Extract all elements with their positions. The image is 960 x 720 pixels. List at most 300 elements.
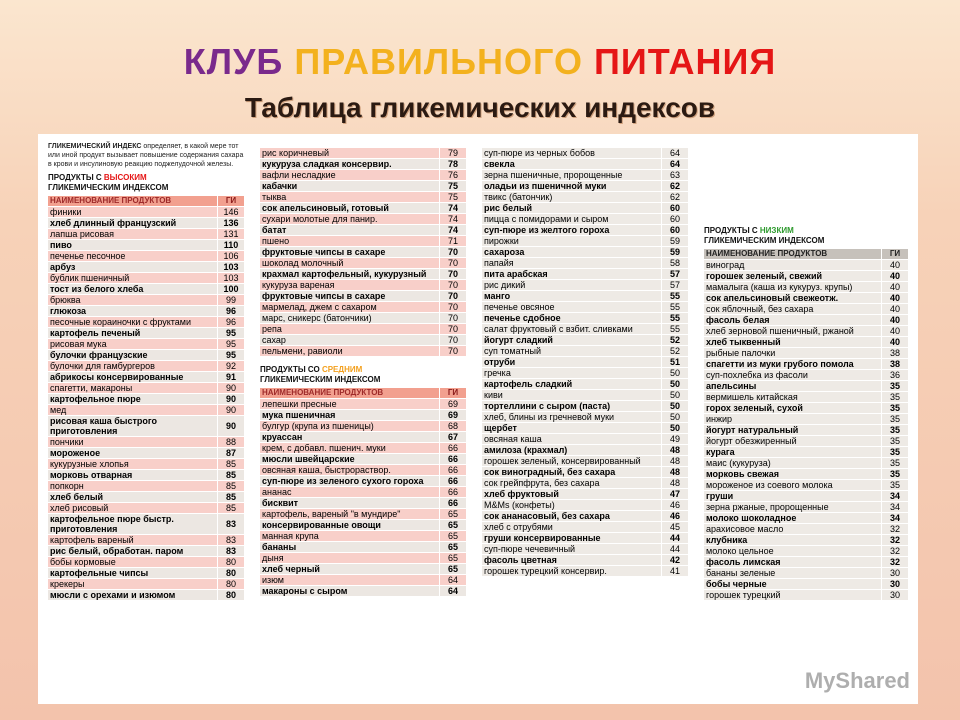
gi-value: 146 bbox=[218, 207, 245, 218]
column-high bbox=[48, 142, 244, 601]
table-row bbox=[482, 478, 688, 489]
table-row bbox=[260, 564, 466, 575]
product-name: мороженое bbox=[48, 448, 218, 459]
gi-value: 90 bbox=[218, 405, 245, 416]
gi-value: 69 bbox=[440, 399, 467, 410]
header-name: НАИМЕНОВАНИЕ ПРОДУКТОВ bbox=[48, 196, 218, 207]
product-name: бобы черные bbox=[704, 579, 882, 590]
product-name: груши консервированные bbox=[482, 533, 662, 544]
header-gi: ГИ bbox=[440, 388, 467, 399]
table-row bbox=[482, 544, 688, 555]
section-high-pre: ПРОДУКТЫ С bbox=[48, 173, 102, 182]
gi-value: 131 bbox=[218, 229, 245, 240]
product-name: картофель сладкий bbox=[482, 379, 662, 390]
product-name: йогурт натуральный bbox=[704, 425, 882, 436]
table-row bbox=[48, 317, 244, 328]
product-name: рыбные палочки bbox=[704, 348, 882, 359]
gi-value: 35 bbox=[882, 392, 909, 403]
table-row bbox=[260, 465, 466, 476]
gi-value: 88 bbox=[218, 437, 245, 448]
gi-value: 44 bbox=[662, 533, 689, 544]
product-name: суп-пюре чечевичный bbox=[482, 544, 662, 555]
gi-value: 48 bbox=[662, 478, 689, 489]
section-mid-post: ГЛИКЕМИЧЕСКИМ ИНДЕКСОМ bbox=[260, 375, 381, 384]
gi-value: 38 bbox=[882, 359, 909, 370]
product-name: крекеры bbox=[48, 579, 218, 590]
section-mid-heading bbox=[260, 365, 466, 385]
gi-value: 80 bbox=[218, 579, 245, 590]
table-row bbox=[482, 280, 688, 291]
gi-value: 66 bbox=[440, 487, 467, 498]
product-name: отруби bbox=[482, 357, 662, 368]
header-name: НАИМЕНОВАНИЕ ПРОДУКТОВ bbox=[260, 388, 440, 399]
product-name: шоколад молочный bbox=[260, 258, 440, 269]
gi-value: 103 bbox=[218, 262, 245, 273]
gi-value: 52 bbox=[662, 346, 689, 357]
gi-value: 90 bbox=[218, 383, 245, 394]
product-name: суп-пюре из желтого гороха bbox=[482, 225, 662, 236]
table-row bbox=[48, 590, 244, 601]
product-name: киви bbox=[482, 390, 662, 401]
product-name: овсяная каша bbox=[482, 434, 662, 445]
gi-value: 59 bbox=[662, 236, 689, 247]
gi-value: 35 bbox=[882, 436, 909, 447]
gi-value: 55 bbox=[662, 291, 689, 302]
table-row bbox=[482, 368, 688, 379]
product-name: суп-пюре из черных бобов bbox=[482, 148, 662, 159]
gi-value: 40 bbox=[882, 315, 909, 326]
gi-value: 60 bbox=[662, 225, 689, 236]
gi-value: 80 bbox=[218, 557, 245, 568]
table-row bbox=[482, 159, 688, 170]
gi-value: 85 bbox=[218, 492, 245, 503]
gi-value: 70 bbox=[440, 280, 467, 291]
table-row bbox=[260, 410, 466, 421]
product-name: крахмал картофельный, кукурузный bbox=[260, 269, 440, 280]
gi-value: 55 bbox=[662, 313, 689, 324]
table-row bbox=[704, 403, 908, 414]
table-row bbox=[260, 553, 466, 564]
product-name: оладьи из пшеничной муки bbox=[482, 181, 662, 192]
gi-value: 58 bbox=[662, 258, 689, 269]
table-row bbox=[482, 346, 688, 357]
product-name: молоко шоколадное bbox=[704, 513, 882, 524]
table-row bbox=[260, 520, 466, 531]
product-name: картофельное пюре быстр. приготовления bbox=[48, 514, 218, 535]
table-row bbox=[48, 416, 244, 437]
table-row bbox=[482, 181, 688, 192]
table-row bbox=[482, 445, 688, 456]
product-name: изюм bbox=[260, 575, 440, 586]
product-name: суп томатный bbox=[482, 346, 662, 357]
product-name: фасоль цветная bbox=[482, 555, 662, 566]
gi-value: 66 bbox=[440, 454, 467, 465]
product-name: пирожки bbox=[482, 236, 662, 247]
table-row bbox=[48, 361, 244, 372]
product-name: горошек зеленый, свежий bbox=[704, 271, 882, 282]
product-name: рис белый, обработан. паром bbox=[48, 546, 218, 557]
table-row bbox=[260, 476, 466, 487]
product-name: щербет bbox=[482, 423, 662, 434]
gi-value: 78 bbox=[440, 159, 467, 170]
gi-value: 52 bbox=[662, 335, 689, 346]
product-name: батат bbox=[260, 225, 440, 236]
gi-value: 95 bbox=[218, 339, 245, 350]
table-row bbox=[260, 313, 466, 324]
product-name: хлеб рисовый bbox=[48, 503, 218, 514]
product-name: пельмени, равиоли bbox=[260, 346, 440, 357]
gi-value: 57 bbox=[662, 269, 689, 280]
table-row bbox=[482, 225, 688, 236]
product-name: пицца с помидорами и сыром bbox=[482, 214, 662, 225]
table-row bbox=[260, 443, 466, 454]
table-row bbox=[704, 480, 908, 491]
product-name: манго bbox=[482, 291, 662, 302]
product-name: бисквит bbox=[260, 498, 440, 509]
product-name: арахисовое масло bbox=[704, 524, 882, 535]
gi-value: 66 bbox=[440, 498, 467, 509]
section-high-heading bbox=[48, 173, 244, 193]
gi-value: 79 bbox=[440, 148, 467, 159]
table-row bbox=[482, 467, 688, 478]
gi-value: 62 bbox=[662, 181, 689, 192]
gi-value: 62 bbox=[662, 192, 689, 203]
gi-value: 83 bbox=[218, 514, 245, 535]
product-name: марс, сникерс (батончики) bbox=[260, 313, 440, 324]
gi-value: 40 bbox=[882, 293, 909, 304]
table-row bbox=[260, 192, 466, 203]
gi-value: 95 bbox=[218, 328, 245, 339]
table-row bbox=[482, 533, 688, 544]
gi-value: 63 bbox=[662, 170, 689, 181]
product-name: картофельное пюре bbox=[48, 394, 218, 405]
table-row bbox=[482, 401, 688, 412]
product-name: горошек турецкий консервир. bbox=[482, 566, 662, 577]
table-mid-continued bbox=[482, 148, 688, 577]
product-name: репа bbox=[260, 324, 440, 335]
table-row bbox=[260, 247, 466, 258]
table-row bbox=[260, 170, 466, 181]
table-row bbox=[704, 458, 908, 469]
table-row bbox=[482, 456, 688, 467]
product-name: фруктовые чипсы в сахаре bbox=[260, 291, 440, 302]
product-name: картофель, вареный "в мундире" bbox=[260, 509, 440, 520]
section-low-hl: НИЗКИМ bbox=[759, 226, 794, 235]
gi-value: 74 bbox=[440, 203, 467, 214]
table-row bbox=[704, 414, 908, 425]
table-row bbox=[48, 459, 244, 470]
gi-value: 32 bbox=[882, 535, 909, 546]
page-subtitle: Таблица гликемических индексов bbox=[244, 92, 716, 123]
gi-value: 75 bbox=[440, 192, 467, 203]
product-name: инжир bbox=[704, 414, 882, 425]
product-name: манная крупа bbox=[260, 531, 440, 542]
table-row bbox=[704, 502, 908, 513]
page-title bbox=[0, 40, 960, 84]
gi-value: 64 bbox=[440, 586, 467, 597]
table-row bbox=[482, 291, 688, 302]
table-row bbox=[482, 148, 688, 159]
product-name: сок ананасовый, без сахара bbox=[482, 511, 662, 522]
product-name: сахароза bbox=[482, 247, 662, 258]
table-row bbox=[482, 379, 688, 390]
product-name: тост из белого хлеба bbox=[48, 284, 218, 295]
product-name: амилоза (крахмал) bbox=[482, 445, 662, 456]
gi-value: 65 bbox=[440, 553, 467, 564]
table-row bbox=[704, 271, 908, 282]
gi-value: 50 bbox=[662, 368, 689, 379]
gi-value: 40 bbox=[882, 326, 909, 337]
gi-value: 35 bbox=[882, 425, 909, 436]
product-name: лепешки пресные bbox=[260, 399, 440, 410]
header-gi: ГИ bbox=[882, 249, 909, 260]
gi-value: 69 bbox=[440, 410, 467, 421]
table-row bbox=[260, 225, 466, 236]
product-name: пончики bbox=[48, 437, 218, 448]
gi-value: 40 bbox=[882, 260, 909, 271]
product-name: мюсли швейцарские bbox=[260, 454, 440, 465]
gi-value: 32 bbox=[882, 524, 909, 535]
table-row bbox=[704, 524, 908, 535]
table-row bbox=[48, 229, 244, 240]
gi-value: 50 bbox=[662, 423, 689, 434]
gi-value: 136 bbox=[218, 218, 245, 229]
table-row bbox=[704, 513, 908, 524]
gi-value: 70 bbox=[440, 313, 467, 324]
product-name: хлеб фруктовый bbox=[482, 489, 662, 500]
gi-value: 64 bbox=[662, 148, 689, 159]
product-name: хлеб длинный французский bbox=[48, 218, 218, 229]
table-row bbox=[482, 335, 688, 346]
table-mid bbox=[260, 388, 466, 597]
product-name: кукурузные хлопья bbox=[48, 459, 218, 470]
gi-value: 40 bbox=[882, 271, 909, 282]
table-row bbox=[48, 262, 244, 273]
table-row bbox=[482, 500, 688, 511]
product-name: гречка bbox=[482, 368, 662, 379]
gi-value: 64 bbox=[440, 575, 467, 586]
table-row bbox=[482, 566, 688, 577]
table-row bbox=[704, 392, 908, 403]
gi-value: 65 bbox=[440, 542, 467, 553]
product-name: песочные кораиночки с фруктами bbox=[48, 317, 218, 328]
table-row bbox=[48, 405, 244, 416]
table-row bbox=[48, 350, 244, 361]
table-row bbox=[48, 218, 244, 229]
table-row bbox=[482, 511, 688, 522]
gi-value: 103 bbox=[218, 273, 245, 284]
gi-value: 65 bbox=[440, 509, 467, 520]
product-name: спагетти из муки грубого помола bbox=[704, 359, 882, 370]
product-name: булгур (крупа из пшеницы) bbox=[260, 421, 440, 432]
gi-value: 95 bbox=[218, 350, 245, 361]
table-row bbox=[482, 302, 688, 313]
table-row bbox=[704, 260, 908, 271]
gi-value: 46 bbox=[662, 511, 689, 522]
table-row bbox=[260, 214, 466, 225]
product-name: суп-пюре из зеленого сухого гороха bbox=[260, 476, 440, 487]
gi-value: 40 bbox=[882, 337, 909, 348]
table-high bbox=[48, 196, 244, 601]
product-name: йогурт сладкий bbox=[482, 335, 662, 346]
product-name: ананас bbox=[260, 487, 440, 498]
gi-value: 65 bbox=[440, 564, 467, 575]
gi-value: 92 bbox=[218, 361, 245, 372]
product-name: лапша рисовая bbox=[48, 229, 218, 240]
table-row bbox=[48, 328, 244, 339]
gi-table-sheet bbox=[38, 134, 918, 704]
section-mid-pre: ПРОДУКТЫ СО bbox=[260, 365, 320, 374]
intro-body: определяет, в какой мере тот или иной продукт вызывает повышение содержания сахара в крови и инсулиновую реакцию поджелудочной железы. bbox=[48, 143, 244, 168]
product-name: хлеб черный bbox=[260, 564, 440, 575]
table-row bbox=[260, 302, 466, 313]
section-low-post: ГЛИКЕМИЧЕСКИМ ИНДЕКСОМ bbox=[704, 236, 825, 245]
product-name: тыква bbox=[260, 192, 440, 203]
table-row bbox=[48, 240, 244, 251]
table-row bbox=[482, 192, 688, 203]
gi-value: 70 bbox=[440, 291, 467, 302]
product-name: картофель вареный bbox=[48, 535, 218, 546]
table-row bbox=[48, 273, 244, 284]
product-name: сок апельсиновый свежеотж. bbox=[704, 293, 882, 304]
product-name: фруктовые чипсы в сахаре bbox=[260, 247, 440, 258]
table-row bbox=[260, 236, 466, 247]
gi-value: 48 bbox=[662, 467, 689, 478]
section-mid-hl: СРЕДНИМ bbox=[321, 365, 363, 374]
gi-value: 60 bbox=[662, 214, 689, 225]
gi-value: 34 bbox=[882, 502, 909, 513]
gi-value: 85 bbox=[218, 459, 245, 470]
table-row bbox=[48, 437, 244, 448]
table-row bbox=[48, 448, 244, 459]
product-name: макароны с сыром bbox=[260, 586, 440, 597]
gi-value: 40 bbox=[882, 282, 909, 293]
product-name: мармелад, джем с сахаром bbox=[260, 302, 440, 313]
product-name: апельсины bbox=[704, 381, 882, 392]
gi-value: 66 bbox=[440, 465, 467, 476]
gi-value: 55 bbox=[662, 302, 689, 313]
gi-value: 36 bbox=[882, 370, 909, 381]
table-high-continued bbox=[260, 148, 466, 357]
table-row bbox=[260, 324, 466, 335]
product-name: зерна пшеничные, пророщенные bbox=[482, 170, 662, 181]
table-row bbox=[482, 357, 688, 368]
product-name: брюква bbox=[48, 295, 218, 306]
gi-value: 85 bbox=[218, 503, 245, 514]
gi-value: 65 bbox=[440, 531, 467, 542]
product-name: сок яблочный, без сахара bbox=[704, 304, 882, 315]
table-row bbox=[704, 348, 908, 359]
table-row bbox=[48, 546, 244, 557]
gi-value: 85 bbox=[218, 470, 245, 481]
table-row bbox=[260, 280, 466, 291]
gi-value: 100 bbox=[218, 284, 245, 295]
table-row bbox=[704, 469, 908, 480]
product-name: тортеллини с сыром (паста) bbox=[482, 401, 662, 412]
gi-value: 90 bbox=[218, 416, 245, 437]
section-low-heading bbox=[704, 226, 908, 246]
table-row bbox=[260, 487, 466, 498]
product-name: пита арабская bbox=[482, 269, 662, 280]
product-name: клубника bbox=[704, 535, 882, 546]
product-name: рисовая мука bbox=[48, 339, 218, 350]
table-row bbox=[704, 359, 908, 370]
gi-value: 76 bbox=[440, 170, 467, 181]
table-row bbox=[482, 412, 688, 423]
gi-value: 38 bbox=[882, 348, 909, 359]
table-row bbox=[260, 335, 466, 346]
gi-value: 68 bbox=[440, 421, 467, 432]
table-row bbox=[48, 383, 244, 394]
gi-value: 70 bbox=[440, 324, 467, 335]
table-row bbox=[260, 454, 466, 465]
table-row bbox=[260, 148, 466, 159]
table-row bbox=[48, 492, 244, 503]
product-name: дыня bbox=[260, 553, 440, 564]
table-row bbox=[260, 203, 466, 214]
gi-value: 41 bbox=[662, 566, 689, 577]
product-name: кукуруза вареная bbox=[260, 280, 440, 291]
table-row bbox=[48, 306, 244, 317]
product-name: булочки для гамбургеров bbox=[48, 361, 218, 372]
gi-value: 35 bbox=[882, 480, 909, 491]
product-name: печенье овсяное bbox=[482, 302, 662, 313]
gi-value: 80 bbox=[218, 590, 245, 601]
table-row bbox=[48, 470, 244, 481]
gi-value: 42 bbox=[662, 555, 689, 566]
product-name: горошек зеленый, консервированный bbox=[482, 456, 662, 467]
product-name: пиво bbox=[48, 240, 218, 251]
gi-value: 70 bbox=[440, 335, 467, 346]
gi-value: 96 bbox=[218, 317, 245, 328]
table-row bbox=[48, 394, 244, 405]
product-name: горох зеленый, сухой bbox=[704, 403, 882, 414]
table-row bbox=[482, 247, 688, 258]
gi-value: 71 bbox=[440, 236, 467, 247]
table-row bbox=[482, 522, 688, 533]
product-name: бублик пшеничный bbox=[48, 273, 218, 284]
product-name: абрикосы консервированные bbox=[48, 372, 218, 383]
gi-value: 64 bbox=[662, 159, 689, 170]
gi-value: 44 bbox=[662, 544, 689, 555]
product-name: бананы bbox=[260, 542, 440, 553]
table-row bbox=[260, 575, 466, 586]
gi-value: 74 bbox=[440, 225, 467, 236]
table-row bbox=[260, 432, 466, 443]
table-row bbox=[704, 491, 908, 502]
product-name: печенье сдобное bbox=[482, 313, 662, 324]
watermark: MyShared bbox=[804, 668, 910, 693]
gi-value: 96 bbox=[218, 306, 245, 317]
table-row bbox=[48, 503, 244, 514]
product-name: йогурт обезжиренный bbox=[704, 436, 882, 447]
table-row bbox=[260, 542, 466, 553]
gi-value: 87 bbox=[218, 448, 245, 459]
product-name: рисовая каша быстрого приготовления bbox=[48, 416, 218, 437]
title-part-3: ПИТАНИЯ bbox=[594, 41, 777, 82]
table-row bbox=[704, 282, 908, 293]
section-low-pre: ПРОДУКТЫ С bbox=[704, 226, 758, 235]
gi-value: 70 bbox=[440, 247, 467, 258]
product-name: мука пшеничная bbox=[260, 410, 440, 421]
table-row bbox=[48, 481, 244, 492]
column-high-2 bbox=[260, 148, 466, 597]
header-gi: ГИ bbox=[218, 196, 245, 207]
table-row bbox=[48, 568, 244, 579]
product-name: финики bbox=[48, 207, 218, 218]
product-name: сок виноградный, без сахара bbox=[482, 467, 662, 478]
table-row bbox=[482, 236, 688, 247]
